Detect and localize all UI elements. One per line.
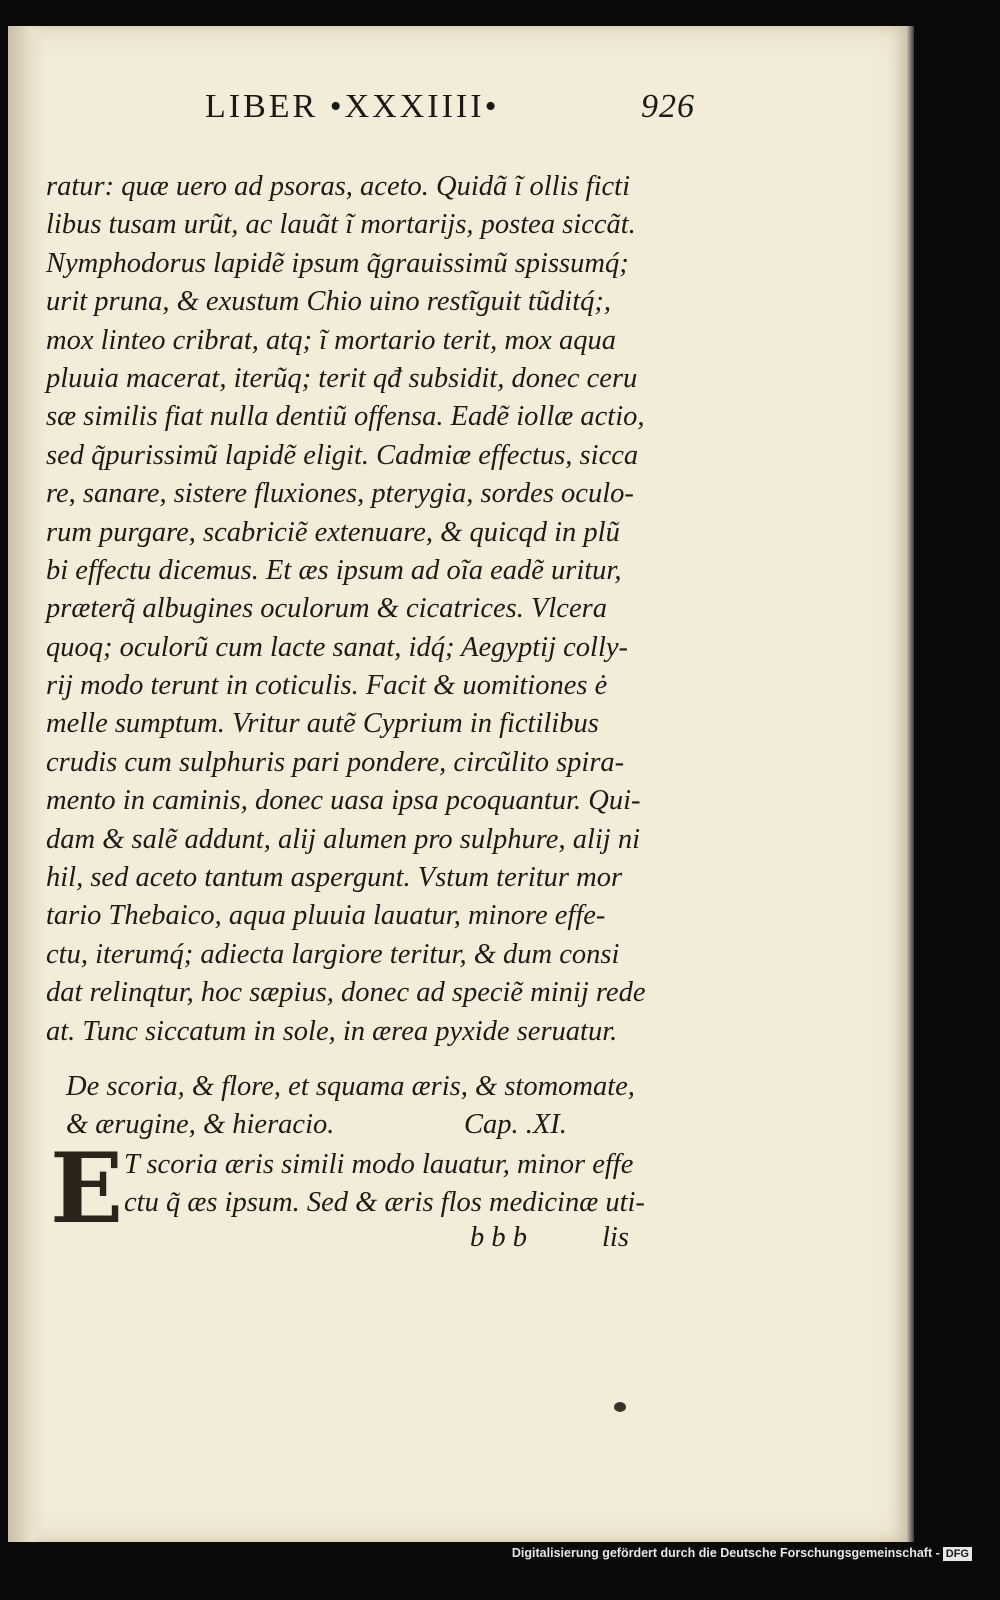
folio-number: 926 — [641, 88, 695, 125]
text-line: mox linteo cribrat, atq; ĩ mortario terit, mox aqua — [46, 324, 616, 356]
text-line: sed q̃purissimũ lapidẽ eligit. Cadmiæ effectus, sicca — [46, 439, 639, 471]
text-line: re, sanare, sistere fluxiones, pterygia, sordes oculo- — [46, 478, 634, 510]
text-line: ctu, iterumq́; adiecta largiore teritur, & dum consi — [46, 938, 620, 970]
drop-cap-initial: E — [50, 1132, 124, 1245]
text-line: præterq̃ albugines oculorum & cicatrices. Vlcera — [46, 593, 607, 625]
text-line: crudis cum sulphuris pari pondere, circũlito spira- — [46, 746, 625, 778]
dfg-logo: DFG — [943, 1547, 972, 1561]
paragraph-line-2: ctu q̃ æs ipsum. Sed & æris flos medicinæ uti- — [124, 1187, 645, 1219]
text-line: melle sumptum. Vritur autẽ Cyprium in fictilibus — [46, 708, 599, 740]
text-line: tario Thebaico, aqua pluuia lauatur, minore effe- — [46, 900, 606, 932]
text-line: urit pruna, & exustum Chio uino restĩguit tũditq́;, — [46, 286, 611, 318]
ink-dot — [614, 1402, 626, 1412]
text-line: dat relinqtur, hoc sæpius, donec ad speciẽ minij rede — [46, 977, 646, 1009]
chapter-heading-line-2: & ærugine, & hieracio. — [66, 1109, 335, 1141]
text-line: ratur: quæ uero ad psoras, aceto. Quidã ĩ ollis ficti — [46, 171, 630, 202]
digitization-credit — [512, 1546, 972, 1564]
text-line: sæ similis fiat nulla dentiũ offensa. Eadẽ iollæ actio, — [46, 401, 645, 433]
text-line: pluuia macerat, iterũq; terit qđ subsidit, donec ceru — [46, 362, 638, 394]
running-header — [205, 88, 695, 138]
paragraph-line-1: T scoria æris simili modo lauatur, minor effe — [124, 1149, 634, 1180]
chapter-heading-line-1: De scoria, & flore, et squama æris, & stomomate, — [66, 1071, 635, 1102]
text-line: bi effectu dicemus. Et æs ipsum ad oĩa eadẽ uritur, — [46, 554, 622, 586]
running-title: LIBER •XXXIIII• — [205, 88, 500, 125]
catchword: lis — [602, 1222, 629, 1253]
text-line: hil, sed aceto tantum aspergunt. Vstum teritur mor — [46, 862, 623, 894]
text-line: rij modo terunt in coticulis. Facit & uomitiones ė — [46, 670, 608, 702]
credit-text: Digitalisierung gefördert durch die Deutsche Forschungsgemeinschaft - — [511, 1546, 940, 1560]
catchline — [470, 1222, 640, 1262]
page-edge — [906, 26, 914, 1542]
text-line: libus tusam urũt, ac lauãt ĩ mortarijs, postea siccãt. — [46, 209, 636, 241]
text-line: mento in caminis, donec uasa ipsa pcoquantur. Qui- — [46, 785, 641, 817]
text-line: dam & salẽ addunt, alij alumen pro sulphure, alij ni — [46, 823, 641, 855]
chapter-number: Cap. .XI. — [464, 1109, 567, 1141]
text-line: Nymphodorus lapidẽ ipsum q̃grauissimũ spissumq́; — [46, 247, 629, 279]
chapter-heading — [66, 1068, 635, 1145]
text-line: at. Tunc siccatum in sole, in ærea pyxide seruatur. — [46, 1015, 618, 1047]
page-gutter — [8, 26, 46, 1542]
signature-mark: b b b — [470, 1222, 527, 1253]
text-line: quoq; oculorũ cum lacte sanat, idq́; Aegyptij colly- — [46, 631, 629, 663]
text-line: rum purgare, scabriciẽ extenuare, & quicqd in plũ — [46, 516, 620, 548]
body-text — [46, 168, 646, 1051]
